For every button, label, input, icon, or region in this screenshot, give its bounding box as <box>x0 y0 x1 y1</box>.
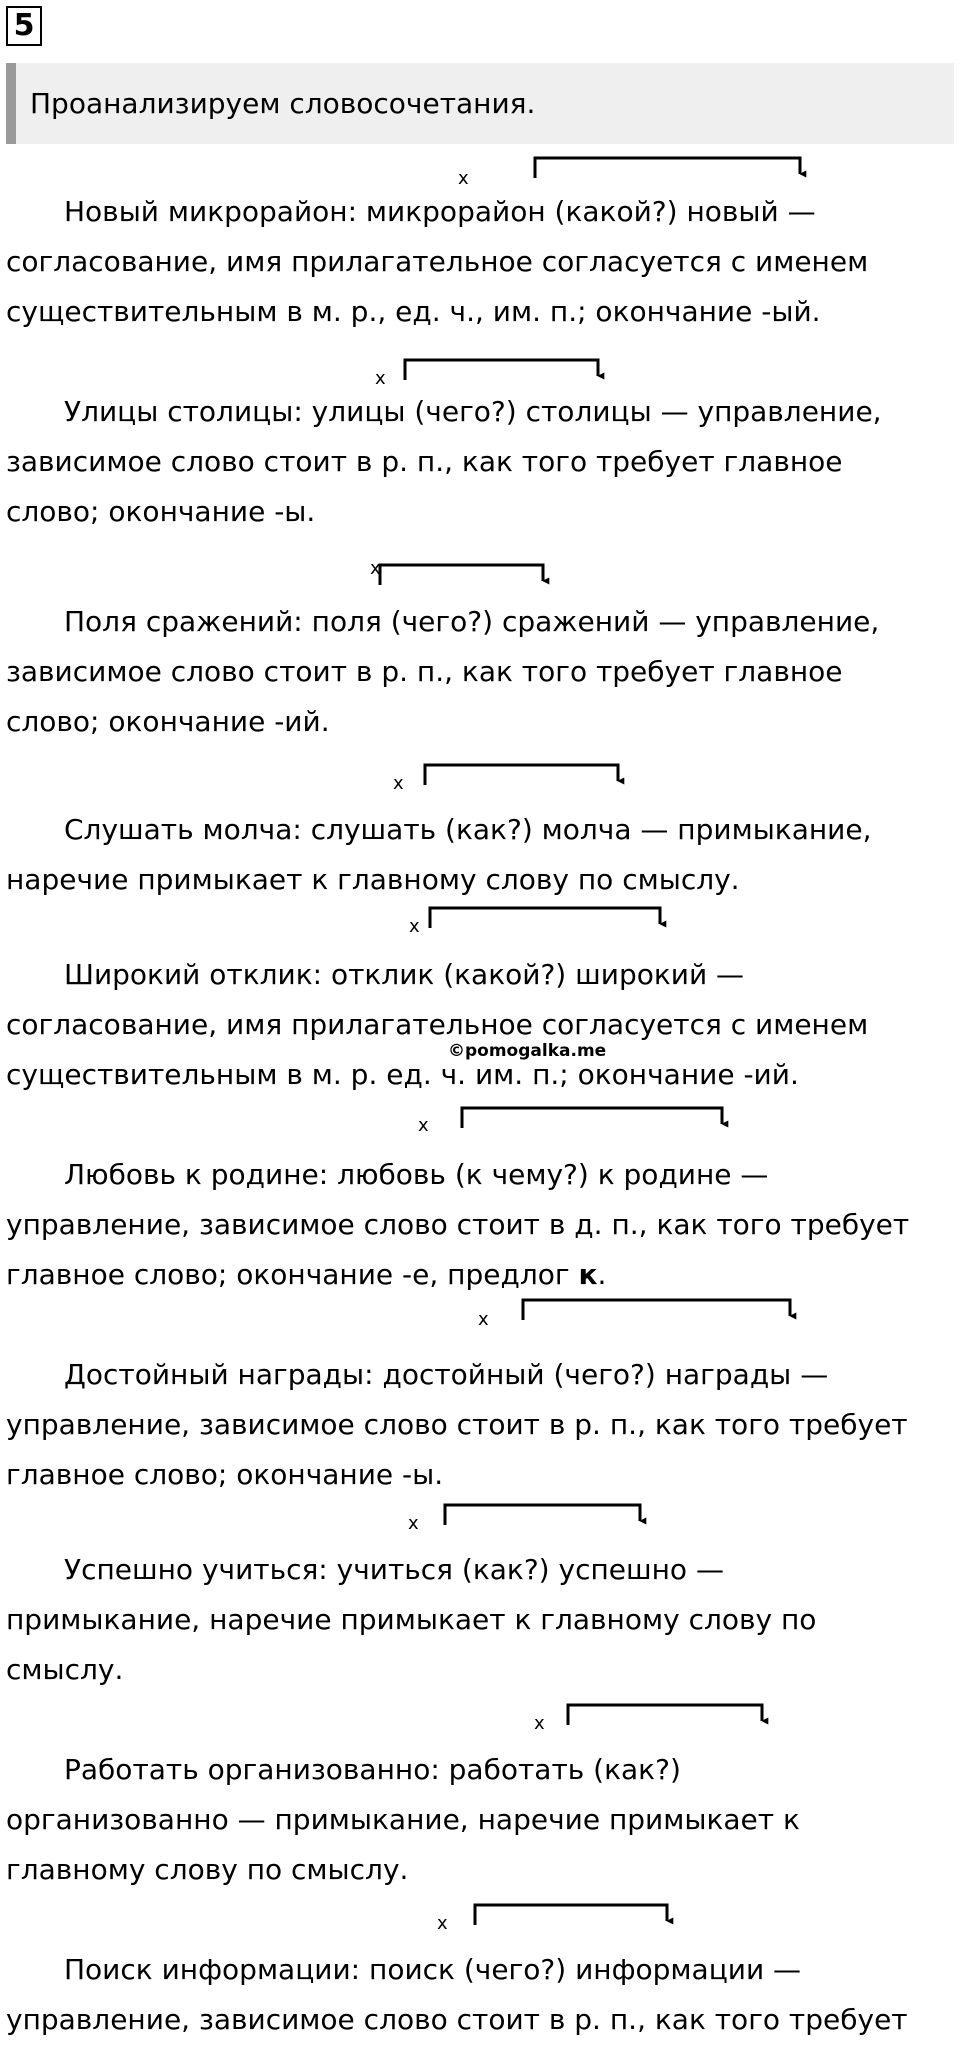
paragraph-line: наречие примыкает к главному слову по смыслу. <box>6 863 740 896</box>
analysis-paragraph <box>6 1350 956 1500</box>
paragraph-line: управление, зависимое слово стоит в д. п., как того требует <box>6 1208 910 1241</box>
preposition-bold: к <box>578 1258 598 1291</box>
paragraph-line: слово; окончание -ы. <box>6 495 316 528</box>
paragraph-line: управление, зависимое слово стоит в р. п., как того требует <box>6 2003 908 2036</box>
analysis-paragraph <box>6 187 956 337</box>
paragraph-line: главное слово; окончание -ы. <box>6 1458 444 1491</box>
dependency-arrow <box>405 360 598 380</box>
main-word-mark: x <box>437 1913 448 1934</box>
paragraph-line: управление, зависимое слово стоит в р. п., как того требует <box>6 1408 908 1441</box>
paragraph-line: зависимое слово стоит в р. п., как того требует главное <box>6 655 843 688</box>
watermark: ©pomogalka.me <box>448 1041 607 1061</box>
paragraph-line: согласование, имя прилагательное согласуется с именем <box>6 245 869 278</box>
analysis-paragraph <box>6 950 956 1100</box>
paragraph-first-line: Работать организованно: работать (как?) <box>64 1753 681 1786</box>
main-word-mark: x <box>458 168 469 189</box>
paragraph-first-line: Поиск информации: поиск (чего?) информации — <box>64 1953 802 1986</box>
paragraph-line: примыкание, наречие примыкает к главному слову по <box>6 1603 817 1636</box>
analysis-paragraph <box>6 805 956 905</box>
paragraph-first-line: Достойный награды: достойный (чего?) награды — <box>64 1358 829 1391</box>
paragraph-line: существительным в м. р. ед. ч. им. п.; окончание -ий. <box>6 1058 799 1091</box>
analysis-paragraph <box>6 1545 956 1695</box>
paragraph-first-line: Широкий отклик: отклик (какой?) широкий — <box>64 958 745 991</box>
paragraph-first-line: Слушать молча: слушать (как?) молча — примыкание, <box>64 813 872 846</box>
dependency-arrow <box>535 158 800 178</box>
dependency-arrow <box>380 565 543 585</box>
analysis-paragraph <box>6 387 956 537</box>
analysis-paragraph <box>6 1745 956 1895</box>
main-word-mark: x <box>408 1513 419 1534</box>
paragraph-line: смыслу. <box>6 1653 124 1686</box>
dependency-arrow <box>475 1905 667 1925</box>
main-word-mark: x <box>418 1115 429 1136</box>
paragraph-line <box>6 1250 956 1300</box>
main-word-mark: x <box>375 368 386 389</box>
dependency-arrow <box>568 1705 762 1725</box>
main-word-mark: x <box>478 1309 489 1330</box>
paragraph-first-line: Новый микрорайон: микрорайон (какой?) новый — <box>64 195 816 228</box>
paragraph-line: главному слову по смыслу. <box>6 1853 409 1886</box>
line-end: . <box>597 1258 607 1291</box>
paragraph-first-line: Поля сражений: поля (чего?) сражений — управление, <box>64 605 880 638</box>
dependency-arrow <box>430 908 660 928</box>
analysis-paragraph <box>6 1150 956 1300</box>
paragraph-line: зависимое слово стоит в р. п., как того требует главное <box>6 445 843 478</box>
dependency-arrow <box>445 1505 640 1525</box>
main-word-mark: x <box>534 1713 545 1734</box>
analysis-paragraph <box>6 597 956 747</box>
paragraph-first-line: Успешно учиться: учиться (как?) успешно — <box>64 1553 724 1586</box>
paragraph-first-line: Улицы столицы: улицы (чего?) столицы — управление, <box>64 395 882 428</box>
analysis-paragraph <box>6 1945 956 2045</box>
main-word-mark: x <box>393 773 404 794</box>
paragraph-first-line: Любовь к родине: любовь (к чему?) к родине — <box>64 1158 769 1191</box>
line-text: главное слово; окончание -е, предлог <box>6 1258 579 1291</box>
main-word-mark: x <box>409 916 420 937</box>
dependency-arrow <box>425 765 618 785</box>
section-header <box>6 63 954 144</box>
task-number: 5 <box>6 6 42 46</box>
paragraph-line: согласование, имя прилагательное согласуется с именем <box>6 1008 869 1041</box>
paragraph-line: организованно — примыкание, наречие примыкает к <box>6 1803 800 1836</box>
paragraph-line: слово; окончание -ий. <box>6 705 330 738</box>
dependency-arrow <box>523 1300 790 1320</box>
paragraph-line: существительным в м. р., ед. ч., им. п.; окончание -ый. <box>6 295 821 328</box>
header-text: Проанализируем словосочетания. <box>30 87 536 120</box>
dependency-arrow <box>462 1108 722 1128</box>
main-word-mark: x <box>370 558 381 579</box>
